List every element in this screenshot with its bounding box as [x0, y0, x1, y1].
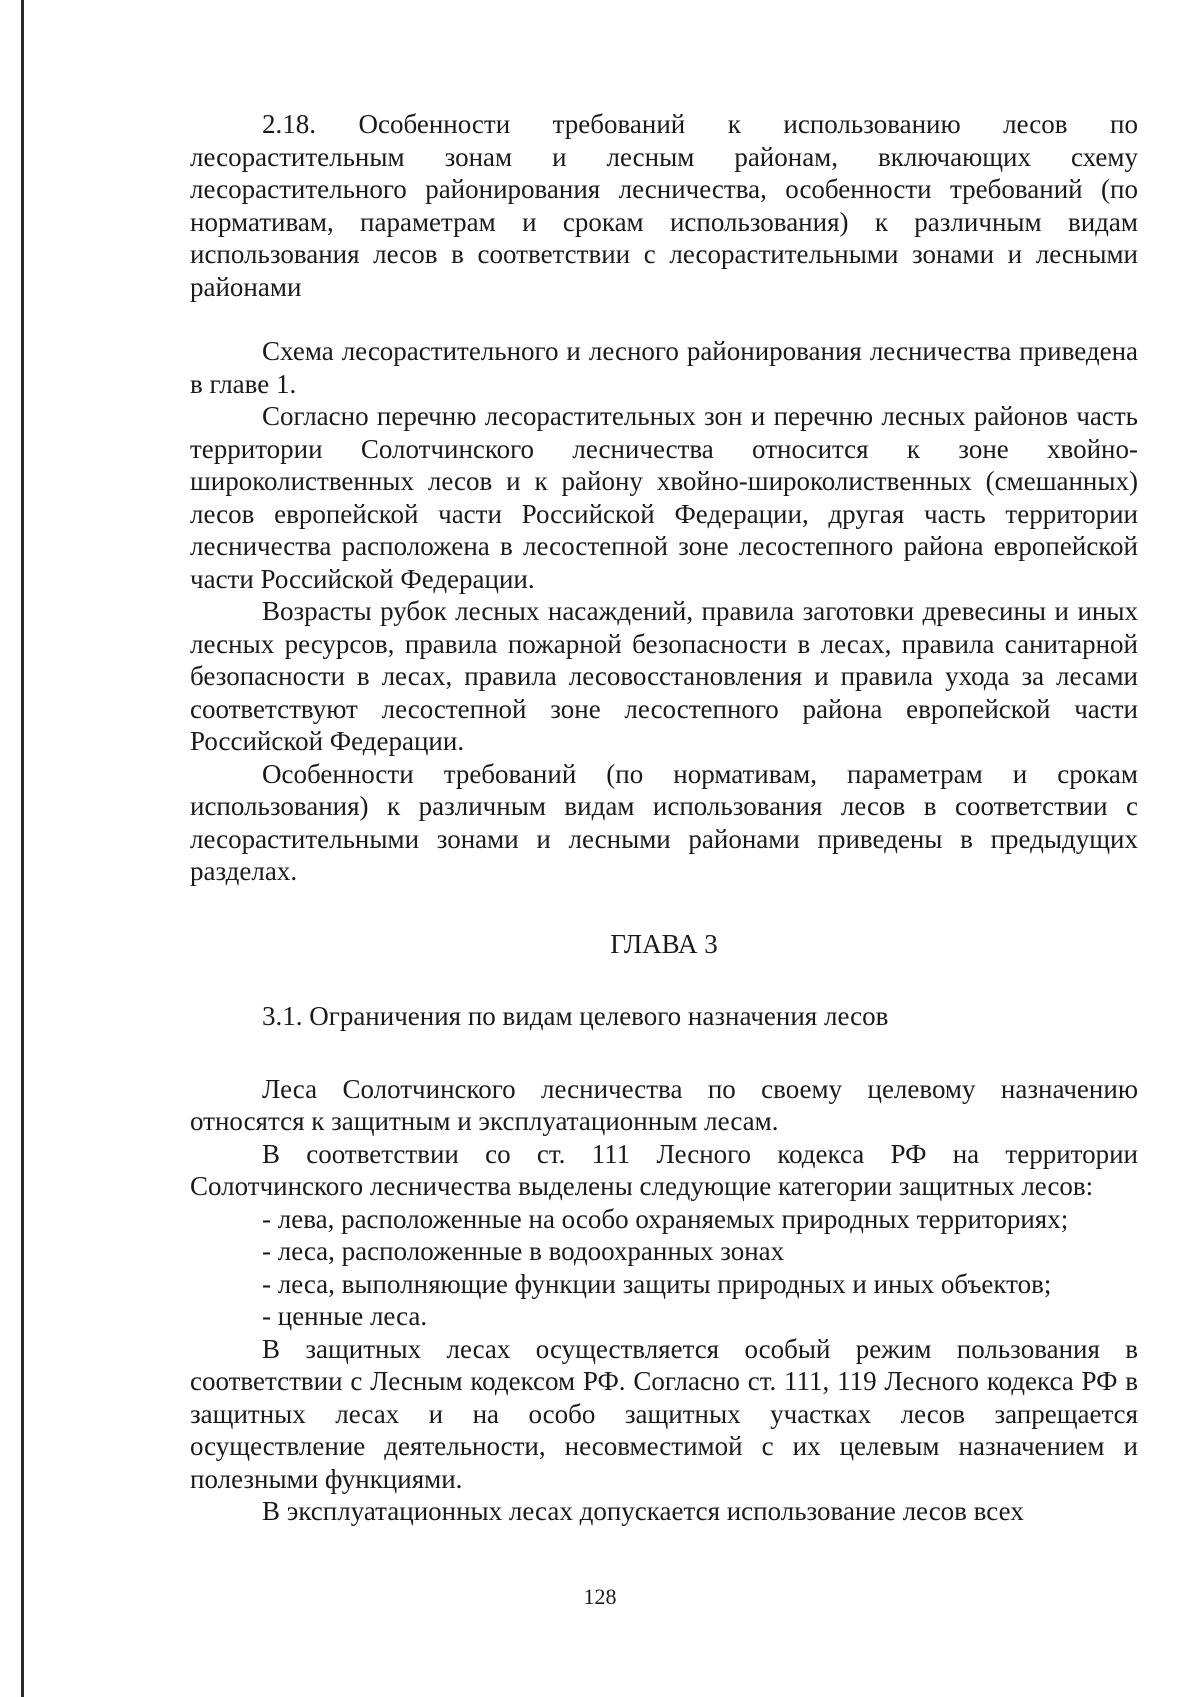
paragraph: Возрасты рубок лесных насаждений, правила заготовки древесины и иных лесных ресурсов, правила пожарной безопасности в лесах, правила санитарной безопасности в лесах, правила лесовосстановления и правила ухода за лесами соответствуют лесостепной зоне лесостепного района европейской части Российской Федерации.: [190, 596, 1138, 756]
spacer: [190, 888, 1138, 928]
paragraph: Схема лесорастительного и лесного районирования лесничества приведена в главе 1.: [190, 336, 1138, 399]
spacer: [190, 1033, 1138, 1073]
section-3-1-title: 3.1. Ограничения по видам целевого назначения лесов: [262, 1001, 889, 1031]
paragraph: Леса Солотчинского лесничества по своему целевому назначению относятся к защитным и эксплуатационным лесам.: [190, 1073, 1138, 1136]
list-item: - леса, выполняющие функции защиты природных и иных объектов;: [262, 1268, 1052, 1299]
list-item: - леса, расположенные в водоохранных зонах: [262, 1236, 785, 1266]
paragraph: Согласно перечню лесорастительных зон и перечню лесных районов часть территории Солотчинского лесничества относится к зоне хвойно-широколиственных лесов и к району хвойно-широколиственных (смешанных) лесов европейской части Российской Федерации, другая часть территории лесничества расположена в лесостепной зоне лесостепного района европейской части Российской Федерации.: [190, 401, 1138, 594]
paragraph: В соответствии со ст. 111 Лесного кодекса РФ на территории Солотчинского лесничества выделены следующие категории защитных лесов:: [190, 1138, 1138, 1201]
paragraph: Особенности требований (по нормативам, параметрам и срокам использования) к различным видам использования лесов в соответствии с лесорастительными зонами и лесными районами приведены в предыдущих разделах.: [190, 758, 1138, 886]
list-item: - лева, расположенные на особо охраняемых природных территориях;: [262, 1203, 1069, 1234]
document-page: [190, 108, 1138, 1528]
page-number: 128: [583, 1584, 617, 1609]
section-2-18-heading: 2.18. Особенности требований к использованию лесов по лесорастительным зонам и лесным районам, включающих схему лесорастительного районирования лесничества, особенности требований (по нормативам, параметрам и срокам использования) к различным видам использования лесов в соответствии с лесорастительными зонами и лесными районами: [190, 109, 1138, 302]
list-item: - ценные леса.: [262, 1301, 428, 1331]
spacer: [190, 303, 1138, 335]
paragraph: В защитных лесах осуществляется особый режим пользования в соответствии с Лесным кодексом РФ. Согласно ст. 111, 119 Лесного кодекса РФ в защитных лесах и на особо защитных участках лесов запрещается осуществление деятельности, несовместимой с их целевым назначением и полезными функциями.: [190, 1333, 1138, 1494]
binding-edge: [0, 0, 26, 1697]
paragraph: В эксплуатационных лесах допускается использование лесов всех: [262, 1496, 1024, 1526]
spacer: [190, 960, 1138, 1000]
chapter-title: ГЛАВА 3: [610, 928, 718, 959]
